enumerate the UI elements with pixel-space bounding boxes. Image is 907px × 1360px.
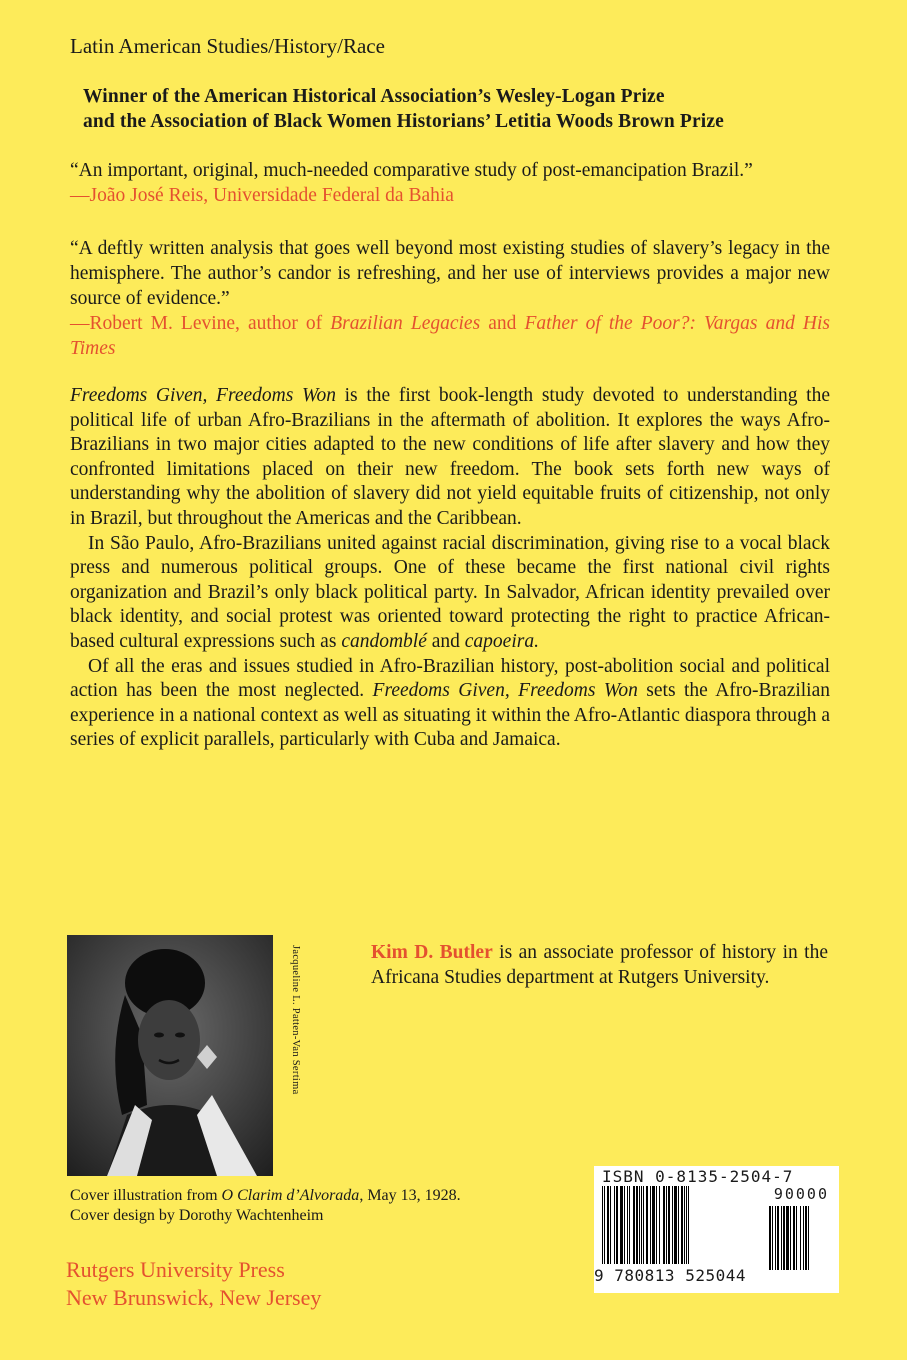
prize-statement [83, 84, 843, 134]
quote-text: “A deftly written analysis that goes well beyond most existing studies of slavery’s legacy in the hemisphere. The author’s candor is refreshing, and her use of interviews provides a major new source of evidence.” [70, 238, 830, 309]
author-portrait-image [67, 935, 273, 1176]
bio-text: is an associate professor of history in the Africana Studies department at Rutgers University. [371, 942, 828, 988]
prize-line-1: Winner of the American Historical Association’s Wesley-Logan Prize [83, 86, 665, 107]
prize-line-2: and the Association of Black Women Historians’ Letitia Woods Brown Prize [83, 111, 724, 132]
publisher-location: New Brunswick, New Jersey [66, 1285, 322, 1310]
conjunction: and [426, 630, 465, 652]
ean-number: 9 780813 525044 [594, 1266, 746, 1285]
conjunction: and [480, 313, 525, 334]
paragraph-text: Of all the eras and issues studied in Afro-Brazilian history, post-abolition social and political action has been the most neglected. [70, 655, 830, 702]
quote-attribution: —João José Reis, Universidade Federal da Bahia [70, 185, 454, 206]
quote-text: “An important, original, much-needed comparative study of post-emancipation Brazil.” [70, 160, 753, 181]
book-title: Brazilian Legacies [330, 313, 481, 334]
ean-barcode [602, 1186, 760, 1264]
term: candomblé [341, 630, 427, 652]
addon-barcode [769, 1206, 831, 1270]
price-addon-number: 90000 [773, 1185, 829, 1203]
author-name: Kim D. Butler [371, 942, 493, 963]
cover-illustration-credit [70, 1186, 461, 1206]
review-quote-1 [70, 158, 830, 208]
photo-credit-text: Jacqueline L. Patten-Van Sertima [290, 945, 301, 1095]
publisher-info [66, 1256, 321, 1312]
credit-text: , May 13, 1928. [359, 1187, 461, 1204]
credit-text: Cover illustration from [70, 1187, 222, 1204]
isbn-label: ISBN 0-8135-2504-7 [602, 1167, 794, 1186]
description-paragraph-1 [70, 384, 830, 532]
book-title: Father of the Poor?: Vargas and His Times [70, 313, 830, 359]
photo-credit [285, 945, 307, 1165]
barcode-panel [594, 1166, 839, 1293]
paragraph-text: sets the Afro-Brazilian experience in a national context as well as situating it within the Afro-Atlantic diaspora through a series of explicit parallels, particularly with Cuba and Jamaica. [70, 680, 831, 751]
barcode-bar [808, 1206, 809, 1270]
source-title: O Clarim d’Alvorada [221, 1187, 360, 1204]
cover-design-credit: Cover design by Dorothy Wachtenheim [70, 1207, 324, 1224]
book-description [70, 384, 830, 753]
cover-credits [70, 1186, 461, 1226]
review-quote-2 [70, 236, 830, 361]
description-paragraph-3 [70, 655, 830, 753]
book-title: Freedoms Given, Freedoms Won [70, 385, 336, 406]
attribution-author: —Robert M. Levine, author of [70, 313, 331, 334]
author-photo [67, 935, 273, 1176]
publisher-name: Rutgers University Press [66, 1257, 285, 1282]
paragraph-text: In São Paulo, Afro-Brazilians united against racial discrimination, giving rise to a vocal black press and numerous political groups. One of these became the first national civil rights organization and Brazil’s only black political party. In Salvador, African identity prevailed over black identity, and social protest was oriented toward protecting the right to practice African-based cultural expressions such as [70, 532, 830, 652]
paragraph-text: is the first book-length study devoted to understanding the political life of urban Afro-Brazilians in the aftermath of abolition. It explores the ways Afro-Brazilians in two major cities adapted to the new conditions of life after slavery and how they confronted limitations placed on their new freedom. The book sets forth new ways of understanding why the abolition of slavery did not yield equitable fruits of citizenship, not only in Brazil, but throughout the Americas and the Caribbean. [70, 385, 830, 529]
barcode-bar [688, 1186, 689, 1264]
term: capoeira. [464, 630, 539, 652]
book-title: Freedoms Given, Freedoms Won [372, 680, 638, 702]
category-label: Latin American Studies/History/Race [70, 34, 385, 58]
quote-attribution [70, 311, 830, 361]
description-paragraph-2 [70, 532, 830, 655]
author-bio [371, 940, 828, 990]
